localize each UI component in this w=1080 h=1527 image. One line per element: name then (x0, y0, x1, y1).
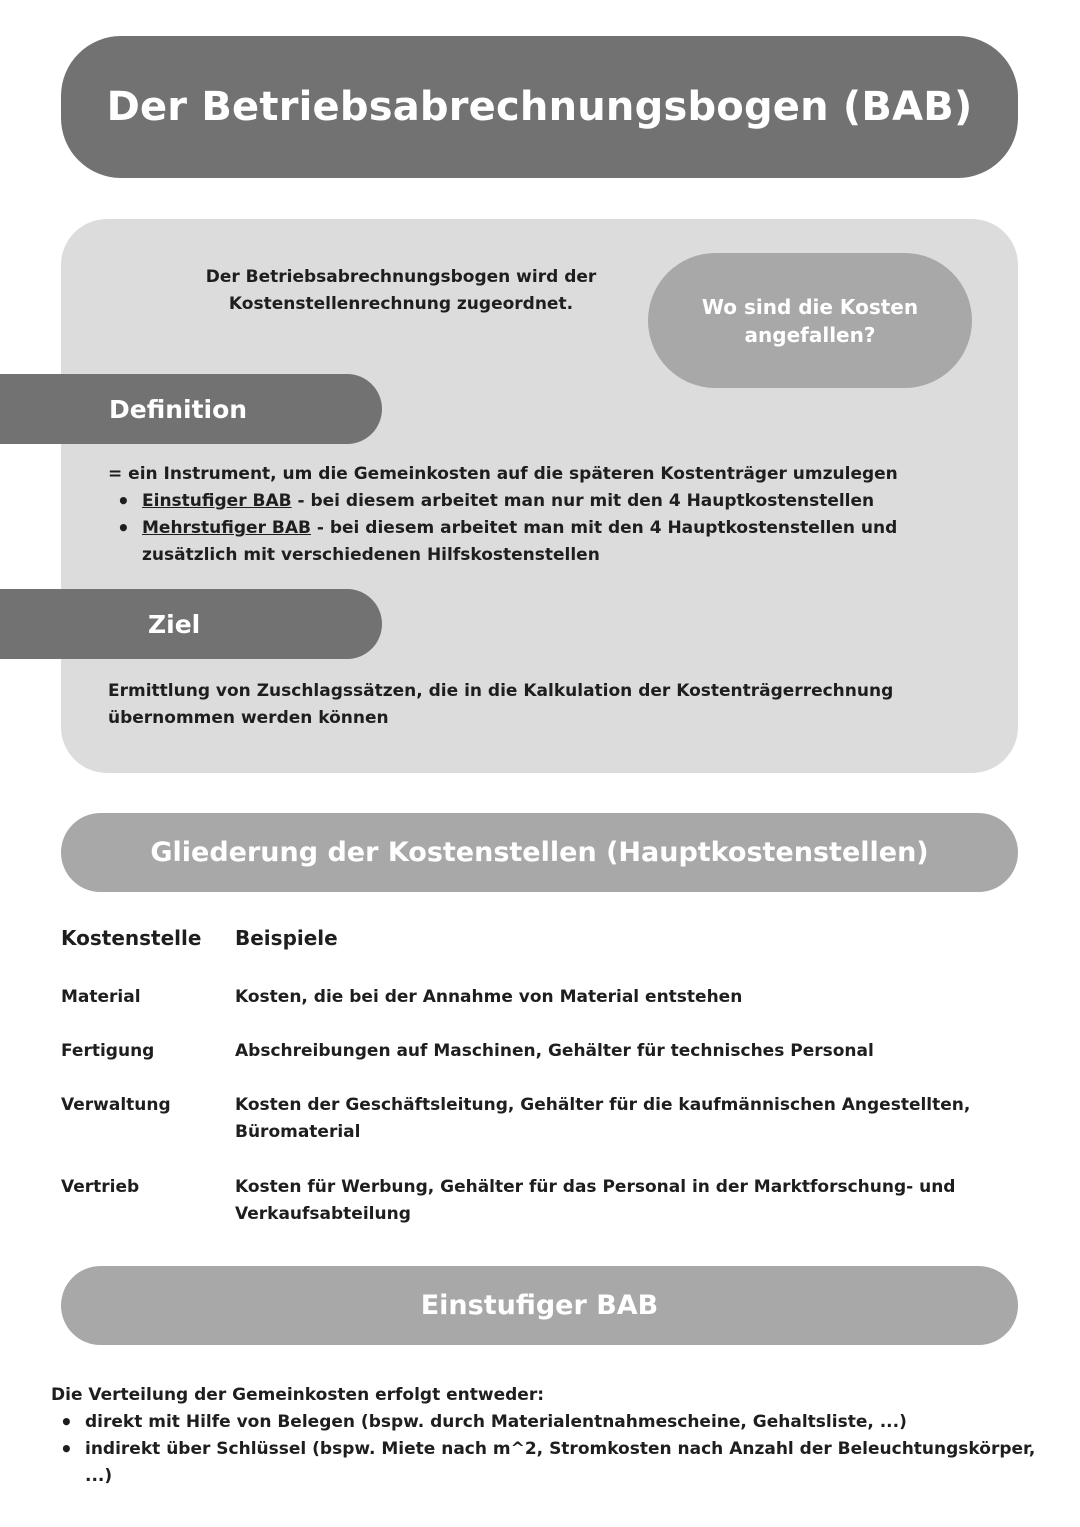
einstufig-text (51, 1382, 1061, 1490)
bullet-term: Mehrstufiger BAB (142, 518, 311, 538)
gliederung-heading: Gliederung der Kostenstellen (Hauptkostenstellen) (150, 837, 929, 868)
row-kostenstelle: Verwaltung (61, 1095, 171, 1115)
row-beispiel: Kosten der Geschäftsleitung, Gehälter für die kaufmännischen Angestellten, Büromaterial (235, 1095, 971, 1142)
list-item: • direkt mit Hilfe von Belegen (bspw. durch Materialentnahmescheine, Gehaltsliste, ...) (85, 1409, 1061, 1436)
intro-line-1: Der Betriebsabrechnungsbogen wird der (205, 267, 597, 287)
definition-tab (0, 374, 382, 444)
question-line-1: Wo sind die Kosten (701, 294, 919, 319)
title-banner (61, 36, 1018, 178)
definition-sentence: = ein Instrument, um die Gemeinkosten auf die späteren Kostenträger umzulegen (108, 464, 898, 484)
einstufig-heading: Einstufiger BAB (420, 1290, 659, 1321)
ziel-label: Ziel (148, 609, 201, 639)
page-title: Der Betriebsabrechnungsbogen (BAB) (106, 84, 973, 130)
ziel-line-2: übernommen werden können (108, 708, 389, 728)
bullet-rest: - bei diesem arbeitet man mit den 4 Hauptkostenstellen und zusätzlich mit verschiedenen Hilfskostenstellen (142, 518, 898, 565)
row-kostenstelle: Fertigung (61, 1041, 155, 1061)
ziel-tab (0, 589, 382, 659)
row-kostenstelle: Vertrieb (61, 1177, 140, 1197)
question-bubble (648, 253, 972, 388)
column-header-beispiele: Beispiele (235, 926, 338, 950)
column-header-kostenstelle: Kostenstelle (61, 926, 202, 950)
einstufig-banner (61, 1266, 1018, 1345)
list-item: • indirekt über Schlüssel (bspw. Miete nach m^2, Stromkosten nach Anzahl der Beleuchtungskörper, ...) (85, 1436, 1061, 1490)
list-item (142, 515, 988, 569)
row-beispiel: Kosten für Werbung, Gehälter für das Personal in der Marktforschung- und Verkaufsabteilung (235, 1177, 956, 1224)
einstufig-bullets (51, 1409, 1061, 1490)
definition-label: Definition (109, 394, 248, 424)
bullet-term: Einstufiger BAB (142, 491, 292, 511)
intro-text (186, 264, 616, 318)
row-beispiel: Abschreibungen auf Maschinen, Gehälter für technisches Personal (235, 1041, 874, 1061)
bullet-rest: - bei diesem arbeitet man nur mit den 4 Hauptkostenstellen (291, 491, 875, 511)
ziel-text (108, 678, 988, 732)
row-kostenstelle: Material (61, 987, 141, 1007)
definition-text (108, 461, 988, 569)
question-line-2: angefallen? (744, 322, 876, 347)
ziel-line-1: Ermittlung von Zuschlagssätzen, die in die Kalkulation der Kostenträgerrechnung (108, 681, 894, 701)
definition-bullets (108, 488, 988, 569)
einstufig-intro: Die Verteilung der Gemeinkosten erfolgt entweder: (51, 1385, 545, 1405)
row-beispiel: Kosten, die bei der Annahme von Material entstehen (235, 987, 743, 1007)
list-item (142, 488, 988, 515)
intro-line-2: Kostenstellenrechnung zugeordnet. (228, 294, 574, 314)
gliederung-banner (61, 813, 1018, 892)
